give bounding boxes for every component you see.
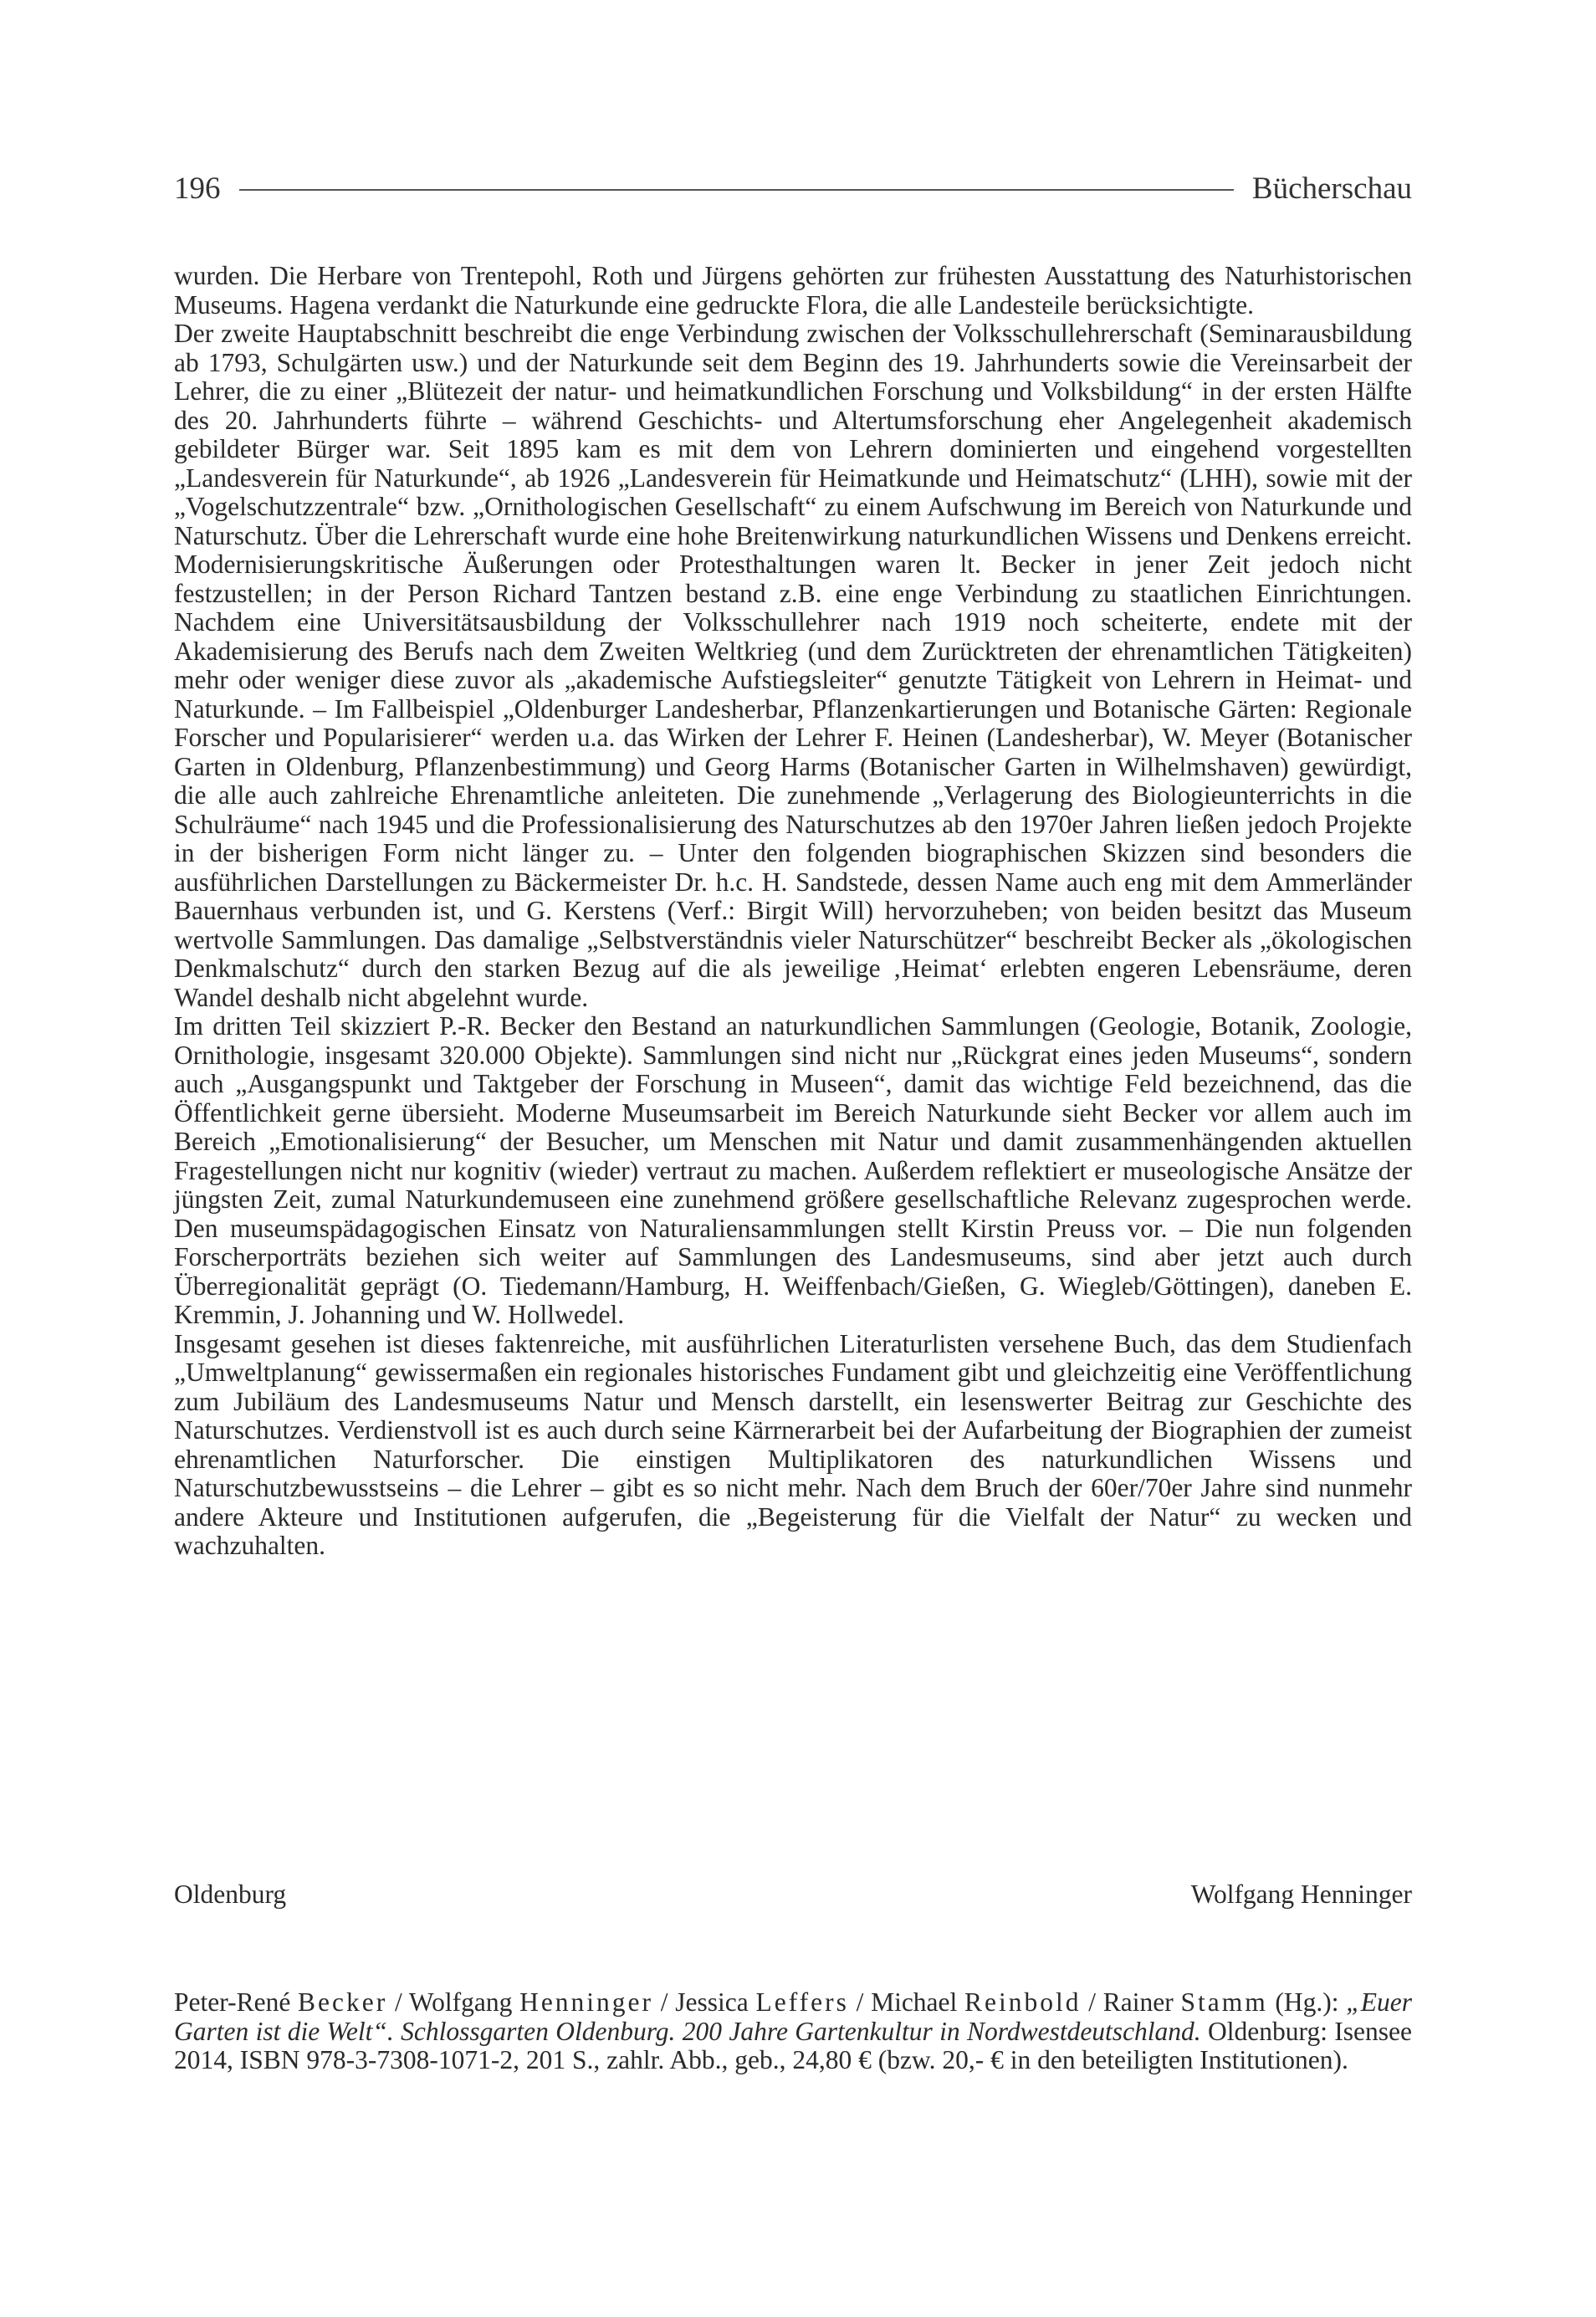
running-header [174,167,1412,209]
editor-2-first: Wolfgang [408,1987,513,2017]
section-title: Bücherschau [1251,171,1412,206]
page-number: 196 [174,171,221,206]
signature-place: Oldenburg [174,1880,287,1909]
separator: / [1081,1987,1103,2017]
paragraph-3: Im dritten Teil skizziert P.-R. Becker den Bestand an naturkundlichen Sammlungen (Geologie, Botanik, Zoologie, Ornithologie, insgesamt 320.000 Objekte). Sammlungen sind nicht nur „Rückgrat eines jeden Museums“, sondern auch „Ausgangspunkt und Taktgeber der Forschung in Museen“, damit das wichtige Feld bezeichnend, das die Öffentlichkeit gerne übersieht. Moderne Museumsarbeit im Bereich Naturkunde sieht Becker vor allem auch im Bereich „Emotionalisierung“ der Besucher, um Menschen mit Natur und damit zusammenhängenden aktuellen Fragestellungen nicht nur kognitiv (wieder) vertraut zu machen. Außerdem reflektiert er museologische Ansätze der jüngsten Zeit, zumal Naturkundemuseen eine zunehmend größere gesellschaftliche Relevanz zugesprochen werde. Den museumspädagogischen Einsatz von Naturaliensammlungen stellt Kirstin Preuss vor. – Die nun folgenden Forscherporträts beziehen sich weiter auf Sammlungen des Landesmuseums, sind aber jetzt auch durch Überregionalität geprägt (O. Tiedemann/Hamburg, H. Weiffenbach/Gießen, G. Wiegleb/Göttingen), daneben E. Kremmin, J. Johanning und W. Hollwedel. [174,1011,1412,1329]
editor-1-last: Becker [298,1987,388,2017]
header-rule [239,189,1234,191]
editor-note: (Hg.): [1267,1987,1347,2017]
separator: / [387,1987,409,2017]
paragraph-4: Insgesamt gesehen ist dieses faktenreiche, mit ausführlichen Literaturlisten versehene Buch, das dem Studienfach „Umweltplanung“ gewissermaßen ein regionales historisches Fundament gibt und gleichzeitig eine Veröffentlichung zum Jubiläum des Landesmuseums Natur und Mensch darstellt, ein lesenswerter Beitrag zur Geschichte des Naturschutzes. Verdienstvoll ist es auch durch seine Kärrnerarbeit bei der Aufarbeitung der Biographien der zumeist ehrenamtlichen Naturforscher. Die einstigen Multiplikatoren des naturkundlichen Wissens und Naturschutzbewusstseins – die Lehrer – gibt es so nicht mehr. Nach dem Bruch der 60er/70er Jahre sind nunmehr andere Akteure und Institutionen aufgerufen, die „Begeisterung für die Vielfalt der Natur“ zu wecken und wachzuhalten. [174,1328,1412,1560]
separator: / [848,1987,872,2017]
editor-4-last: Reinbold [964,1987,1082,2017]
review-signature [174,1880,1412,1913]
editor-4-first: Michael [871,1987,958,2017]
separator: / [653,1987,676,2017]
editor-3-last: Leffers [755,1987,849,2017]
signature-author: Wolfgang Henninger [1190,1880,1412,1909]
paragraph-2: Der zweite Hauptabschnitt beschreibt die enge Verbindung zwischen der Volksschullehrerschaft (Seminarausbildung ab 1793, Schulgärten usw.) und der Naturkunde seit dem Beginn des 19. Jahrhunderts sowie die Vereinsarbeit der Lehrer, die zu einer „Blütezeit der natur- und heimatkundlichen Forschung und Volksbildung“ in der ersten Hälfte des 20. Jahrhunderts führte – während Geschichts- und Altertumsforschung eher Angelegenheit akademisch gebildeter Bürger war. Seit 1895 kam es mit dem von Lehrern dominierten und eingehend vorgestellten „Landesverein für Naturkunde“, ab 1926 „Landesverein für Heimatkunde und Heimatschutz“ (LHH), sowie mit der „Vogelschutzzentrale“ bzw. „Ornithologischen Gesellschaft“ zu einem Aufschwung im Bereich von Naturkunde und Naturschutz. Über die Lehrerschaft wurde eine hohe Breitenwirkung naturkundlichen Wissens und Denkens erreicht. Modernisierungskritische Äußerungen oder Protesthaltungen waren lt. Becker in jener Zeit jedoch nicht festzustellen; in der Person Richard Tantzen bestand z.B. eine enge Verbindung zu staatlichen Einrichtungen. Nachdem eine Universitätsausbildung der Volksschullehrer nach 1919 noch scheiterte, endete mit der Akademisierung des Berufs nach dem Zweiten Weltkrieg (und dem Zurücktreten der ehrenamtlichen Tätigkeiten) mehr oder weniger diese zuvor als „akademische Aufstiegsleiter“ genutzte Tätigkeit von Lehrern in Heimat- und Naturkunde. – Im Fallbeispiel „Oldenburger Landesherbar, Pflanzenkartierungen und Botanische Gärten: Regionale Forscher und Popularisierer“ werden u.a. das Wirken der Lehrer F. Heinen (Landesherbar), W. Meyer (Botanischer Garten in Oldenburg, Pflanzenbestimmung) und Georg Harms (Botanischer Garten in Wilhelmshaven) gewürdigt, die alle auch zahlreiche Ehrenamtliche anleiteten. Die zunehmende „Verlagerung des Biologieunterrichts in die Schulräume“ nach 1945 und die Professionalisierung des Naturschutzes ab den 1970er Jahren ließen jedoch Projekte in der bisherigen Form nicht länger zu. – Unter den folgenden biographischen Skizzen sind besonders die ausführlichen Darstellungen zu Bäckermeister Dr. h.c. H. Sandstede, dessen Name auch eng mit dem Ammerländer Bauernhaus verbunden ist, und G. Kerstens (Verf.: Birgit Will) hervorzuheben; von beiden besitzt das Museum wertvolle Sammlungen. Das damalige „Selbstverständnis vieler Naturschützer“ beschreibt Becker als „ökologischen Denkmalschutz“ durch den starken Bezug auf die als jeweilige ‚Heimat‘ erlebten engeren Lebensräume, deren Wandel deshalb nicht abgelehnt wurde. [174,319,1412,1012]
editor-3-first: Jessica [675,1987,749,2017]
publication-details: Oldenburg: Isensee 2014, ISBN 978-3-7308-1071-2, 201 S., zahlr. Abb., geb., 24,80 € (bzw. 20,- € in den beteiligten Institutionen). [174,2016,1412,2074]
next-review-citation [174,1988,1412,2075]
paragraph-1: wurden. Die Herbare von Trentepohl, Roth und Jürgens gehörten zur frühesten Ausstattung des Naturhistorischen Museums. Hagena verdankt die Naturkunde eine gedruckte Flora, die alle Landesteile berücksichtigte. [174,261,1412,320]
book-title: „Euer Garten ist die Welt“. Schlossgarten Oldenburg. 200 Jahre Gartenkultur in Nordwestdeutschland. [174,1987,1413,2046]
editor-5-first: Rainer [1102,1987,1174,2017]
review-body [174,262,1412,1561]
editor-2-last: Henninger [519,1987,654,2017]
editor-5-last: Stamm [1180,1987,1268,2017]
editor-1-first: Peter-René [174,1987,291,2017]
